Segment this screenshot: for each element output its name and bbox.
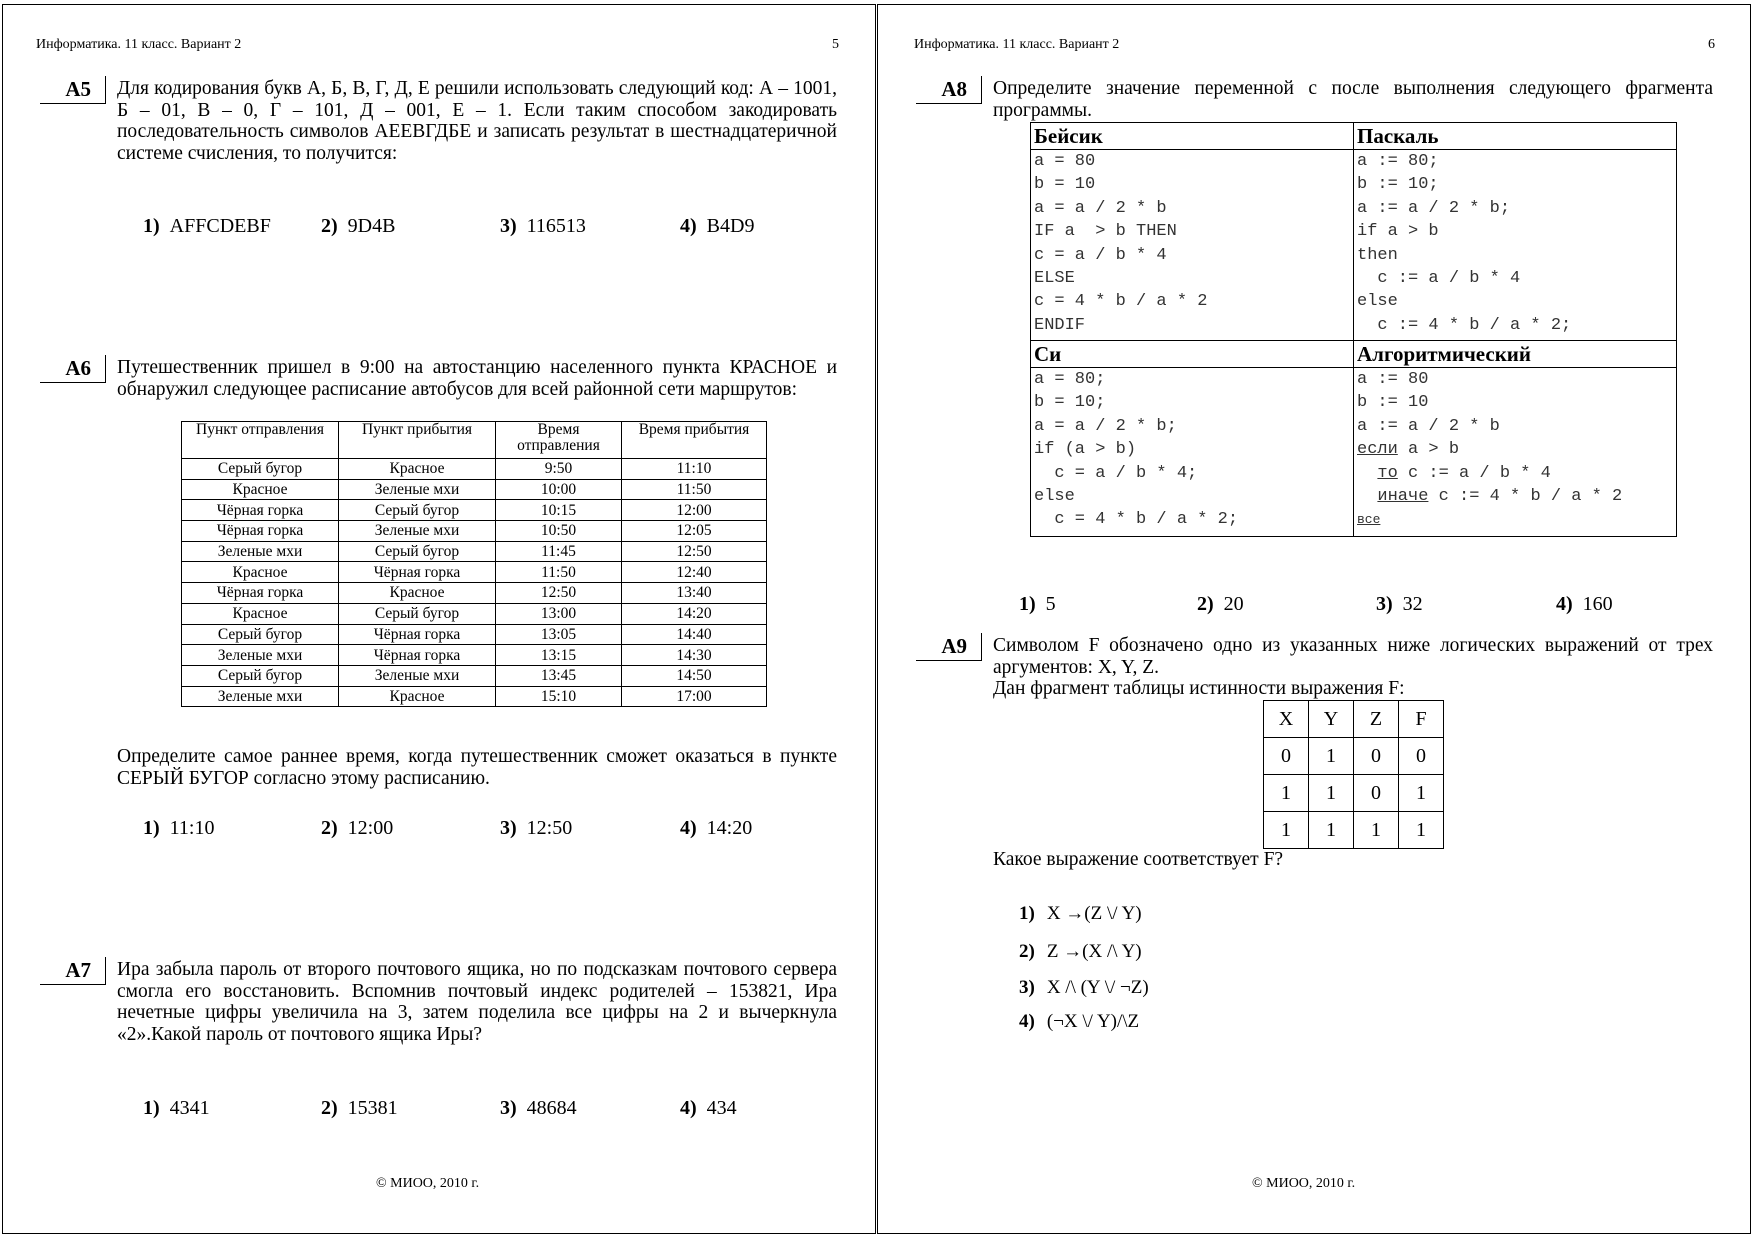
page-footer: © МИОО, 2010 г. — [376, 1176, 480, 1191]
lang-pascal-title: Паскаль — [1354, 123, 1677, 150]
table-cell: Чёрная горка — [339, 645, 496, 666]
table-cell: Красное — [339, 459, 496, 480]
question-text-a7: Ира забыла пароль от второго почтового ящика, но по подсказкам почтового сервера смогла его восстановить. Вспомнив почтовый индекс родителей – 153821, Ира нечетные цифры увеличила на 3, затем поделила все цифры на 2 и вычеркнула «2».Какой пароль от почтового ящика Иры? — [117, 959, 837, 1045]
question-text-a5: Для кодирования букв А, Б, В, Г, Д, Е решили использовать следующий код: А – 1001, Б – 01, В – 0, Г – 101, Д – 001, Е – 1. Если таким способом закодировать последовательность символов АЕЕВГДБЕ и записать результат в шестнадцатеричной системе счисления, то получится: — [117, 78, 837, 164]
code-row — [1031, 368, 1677, 537]
answer-option[interactable]: 4) B4D9 — [680, 215, 755, 237]
keyword-if: если — [1357, 440, 1398, 460]
page-header-title: Информатика. 11 класс. Вариант 2 — [36, 37, 242, 52]
table-cell: 9:50 — [496, 459, 622, 480]
keyword-then: то — [1377, 463, 1398, 483]
page-number: 5 — [832, 37, 839, 52]
table-cell: 15:10 — [496, 686, 622, 707]
table-cell: Красное — [339, 583, 496, 604]
answer-option[interactable]: 3) 12:50 — [500, 817, 573, 839]
code-table — [1030, 122, 1677, 537]
table-row — [182, 479, 767, 500]
table-cell: 14:50 — [622, 665, 767, 686]
question-label-a9: А9 — [916, 633, 982, 661]
code-cell — [1354, 368, 1677, 537]
table-row — [182, 521, 767, 542]
answer-option[interactable]: 1) 5 — [1019, 593, 1056, 615]
table-cell: 12:50 — [496, 583, 622, 604]
basic-code: a = 80 b = 10 a = a / 2 * b IF a > b THEN c = a / b * 4 ELSE c = 4 * b / a * 2 ENDIF — [1034, 152, 1208, 335]
table-cell: 17:00 — [622, 686, 767, 707]
table-cell: 13:40 — [622, 583, 767, 604]
table-cell: Зеленые мхи — [182, 541, 339, 562]
alg-code: a := 80 b := 10 a := a / 2 * b если a > b то c := a / b * 4 иначе c := 4 * b / a * 2 все — [1357, 370, 1623, 528]
table-cell: 12:00 — [622, 500, 767, 521]
answer-option[interactable]: 3) 48684 — [500, 1097, 577, 1119]
code-cell — [1354, 150, 1677, 341]
pascal-code: a := 80; b := 10; a := a / 2 * b; if a > b then c := a / b * 4 else c := 4 * b / a * 2; — [1357, 152, 1572, 335]
answer-option[interactable]: 3) X /\ (Y \/ ¬Z) — [1019, 977, 1149, 998]
table-row — [182, 500, 767, 521]
table-row — [182, 624, 767, 645]
table-cell: 11:45 — [496, 541, 622, 562]
code-cell — [1031, 368, 1354, 537]
table-row — [182, 645, 767, 666]
answer-option[interactable]: 2) 12:00 — [321, 817, 394, 839]
answer-option[interactable]: 3) 32 — [1376, 593, 1423, 615]
table-row — [182, 562, 767, 583]
answer-option[interactable]: 4) 434 — [680, 1097, 737, 1119]
table-cell: 14:20 — [622, 603, 767, 624]
page-header-title: Информатика. 11 класс. Вариант 2 — [914, 37, 1120, 52]
table-cell: 14:30 — [622, 645, 767, 666]
table-cell: Серый бугор — [339, 603, 496, 624]
table-row — [182, 541, 767, 562]
table-cell: 12:40 — [622, 562, 767, 583]
table-cell: Красное — [182, 603, 339, 624]
table-row: 0 1 0 0 — [1264, 738, 1444, 775]
truth-table — [1263, 700, 1444, 849]
answer-option[interactable]: 4) 160 — [1556, 593, 1613, 615]
page-number: 6 — [1708, 37, 1715, 52]
table-cell: Чёрная горка — [182, 500, 339, 521]
table-cell: Зеленые мхи — [339, 521, 496, 542]
answer-option[interactable]: 2) Z →(X /\ Y) — [1019, 941, 1142, 962]
answer-option[interactable]: 1) X →(Z \/ Y) — [1019, 903, 1142, 924]
table-cell: 12:50 — [622, 541, 767, 562]
table-cell: 11:50 — [622, 479, 767, 500]
table-cell: Чёрная горка — [339, 624, 496, 645]
question-label-a7: А7 — [40, 957, 106, 985]
table-row — [182, 459, 767, 480]
answer-option[interactable]: 4) 14:20 — [680, 817, 753, 839]
truth-header-row — [1264, 701, 1444, 738]
table-row — [182, 583, 767, 604]
answer-option[interactable]: 1) 11:10 — [143, 817, 215, 839]
table-cell: 10:15 — [496, 500, 622, 521]
question-text-a8: Определите значение переменной c после выполнения следующего фрагмента программы. — [993, 78, 1713, 121]
table-cell: 14:40 — [622, 624, 767, 645]
table-cell: 11:50 — [496, 562, 622, 583]
answer-option[interactable]: 4) (¬X \/ Y)/\Z — [1019, 1011, 1140, 1032]
table-cell: 11:10 — [622, 459, 767, 480]
column-header: X — [1264, 701, 1309, 738]
column-header: Пункт отправления — [182, 422, 339, 459]
table-cell: 13:00 — [496, 603, 622, 624]
table-row: 1 1 0 1 — [1264, 775, 1444, 812]
lang-c-title: Си — [1031, 341, 1354, 368]
question-label-a8: А8 — [916, 76, 982, 104]
table-cell: 13:15 — [496, 645, 622, 666]
column-header: Пункт прибытия — [339, 422, 496, 459]
bus-schedule-table — [181, 421, 767, 707]
column-header: Время отправления — [496, 422, 622, 459]
code-row — [1031, 150, 1677, 341]
table-cell: Зеленые мхи — [339, 479, 496, 500]
table-cell: Серый бугор — [182, 665, 339, 686]
question-label-a6: А6 — [40, 355, 106, 383]
table-row — [182, 603, 767, 624]
table-row: 1 1 1 1 — [1264, 812, 1444, 849]
code-header-row — [1031, 123, 1677, 150]
answer-option[interactable]: 1) 4341 — [143, 1097, 210, 1119]
table-cell: Серый бугор — [182, 624, 339, 645]
table-cell: 13:45 — [496, 665, 622, 686]
code-header-row — [1031, 341, 1677, 368]
table-cell: 10:00 — [496, 479, 622, 500]
column-header: Y — [1309, 701, 1354, 738]
table-cell: Красное — [339, 686, 496, 707]
code-cell — [1031, 150, 1354, 341]
page-footer: © МИОО, 2010 г. — [1252, 1176, 1356, 1191]
lang-basic-title: Бейсик — [1031, 123, 1354, 150]
c-code: a = 80; b = 10; a = a / 2 * b; if (a > b) c = a / b * 4; else c = 4 * b / a * 2; — [1034, 370, 1239, 530]
column-header: Время прибытия — [622, 422, 767, 459]
question-text-a6: Путешественник пришел в 9:00 на автостанцию населенного пункта КРАСНОЕ и обнаружил следующее расписание автобусов для всей районной сети маршрутов: — [117, 357, 837, 400]
table-cell: Чёрная горка — [182, 521, 339, 542]
keyword-else: иначе — [1377, 487, 1429, 507]
column-header: F — [1399, 701, 1444, 738]
table-cell: Зеленые мхи — [339, 665, 496, 686]
answer-option[interactable]: 2) 15381 — [321, 1097, 398, 1119]
table-cell: Серый бугор — [182, 459, 339, 480]
answer-option[interactable]: 1) AFFCDEBF — [143, 215, 271, 237]
table-cell: Чёрная горка — [339, 562, 496, 583]
lang-alg-title: Алгоритмический — [1354, 341, 1677, 368]
question-prompt-a9: Какое выражение соответствует F? — [993, 849, 1284, 870]
table-cell: Красное — [182, 479, 339, 500]
answer-option[interactable]: 3) 116513 — [500, 215, 586, 237]
table-cell: Серый бугор — [339, 541, 496, 562]
answer-option[interactable]: 2) 20 — [1197, 593, 1244, 615]
column-header: Z — [1354, 701, 1399, 738]
question-prompt-a6: Определите самое раннее время, когда путешественник сможет оказаться в пункте СЕРЫЙ БУГОР согласно этому расписанию. — [117, 746, 837, 789]
table-cell: Чёрная горка — [182, 583, 339, 604]
question-text-a9: Символом F обозначено одно из указанных ниже логических выражений от трех аргументов: X, Y, Z. Дан фрагмент таблицы истинности выражения F: — [993, 635, 1713, 699]
table-cell: Красное — [182, 562, 339, 583]
question-label-a5: А5 — [40, 76, 106, 104]
table-cell: Зеленые мхи — [182, 645, 339, 666]
schedule-body — [182, 459, 767, 707]
table-row — [182, 686, 767, 707]
keyword-end: все — [1357, 512, 1381, 528]
table-cell: 13:05 — [496, 624, 622, 645]
table-row — [182, 665, 767, 686]
table-cell: Серый бугор — [339, 500, 496, 521]
table-cell: 10:50 — [496, 521, 622, 542]
table-cell: Зеленые мхи — [182, 686, 339, 707]
answer-option[interactable]: 2) 9D4B — [321, 215, 396, 237]
table-header-row — [182, 422, 767, 459]
table-cell: 12:05 — [622, 521, 767, 542]
